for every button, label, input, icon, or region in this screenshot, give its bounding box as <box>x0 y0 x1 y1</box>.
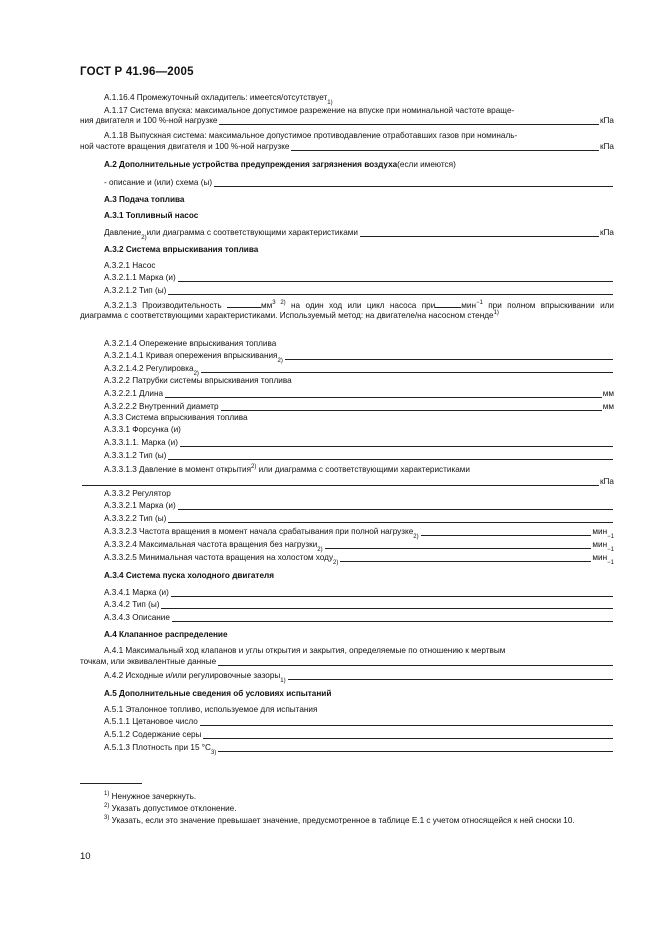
blank-field <box>180 439 613 447</box>
blank-field <box>201 365 613 373</box>
item-a3-1-pressure: Давление 2) или диаграмма с соответствующими характеристиками кПа <box>104 228 614 241</box>
item-a5-1-3: А.5.1.3 Плотность при 15 °С 3) <box>104 743 614 753</box>
item-a3-2-1-4-1: А.3.2.1.4.1 Кривая опережения впрыскивания 2) <box>104 351 614 361</box>
item-a2-description: - описание и (или) схема (ы) <box>104 178 614 188</box>
item-a3-2-2-1: А.3.2.2.1 Длина мм <box>104 389 614 398</box>
item-a1-17-cont: ния двигателя и 100 %-ной нагрузке кПа <box>80 116 614 125</box>
item-a3-3-2-4: А.3.3.2.4 Максимальная частота вращения без нагрузки 2) мин −1 <box>104 540 614 553</box>
item-a3-2-2-2: А.3.2.2.2 Внутренний диаметр мм <box>104 402 614 411</box>
blank-field <box>178 502 613 510</box>
page-number: 10 <box>80 851 91 862</box>
blank-field <box>203 731 613 739</box>
item-a1-17: А.1.17 Система впуска: максимальное допустимое разрежение на впуске при номинальной частоте враще- <box>104 106 515 115</box>
blank-field <box>161 601 613 609</box>
item-a3-3-2-1: А.3.3.2.1 Марка (и) <box>104 501 614 511</box>
item-a1-18: А.1.18 Выпускная система: максимальное допустимое противодавление отработавших газов при номиналь- <box>104 131 518 140</box>
blank-field <box>168 515 613 523</box>
item-a3-3-2-5: А.3.3.2.5 Минимальная частота вращения на холостом ходу 2) мин −1 <box>104 553 614 566</box>
blank-field <box>291 143 599 151</box>
item-a3-2-1: А.3.2.1 Насос <box>104 261 156 270</box>
blank-field <box>340 554 591 562</box>
blank-field <box>421 528 592 536</box>
item-a3-3-2: А.3.3.2 Регулятор <box>104 489 171 498</box>
section-a2-title: А.2 Дополнительные устройства предупреждения загрязнения воздуха (если имеются) <box>104 160 456 169</box>
footnote-3: $^{3)}$ Указать, если это значение превышает значение, предусмотренное в таблице Е.1 с учетом относящейся к ней сноски 10. <box>104 815 575 825</box>
item-a4-1-cont: точкам, или эквивалентные данные <box>80 657 614 667</box>
blank-field <box>221 403 602 411</box>
item-a3-3-1-1: А.3.3.1.1. Марка (и) <box>104 438 614 448</box>
item-a5-1-2: А.5.1.2 Содержание серы <box>104 730 614 740</box>
item-a4-1: А.4.1 Максимальный ход клапанов и углы открытия и закрытия, определяемые по отношению к мертвым <box>104 646 506 655</box>
blank-field <box>171 589 613 597</box>
blank-field <box>168 452 613 460</box>
blank-field <box>165 390 602 398</box>
section-a4-title: А.4 Клапанное распределение <box>104 630 228 639</box>
blank-field <box>218 744 613 752</box>
blank-field <box>82 478 599 486</box>
item-a3-3: А.3.3 Система впрыскивания топлива <box>104 413 248 422</box>
item-a3-3-2-3: А.3.3.2.3 Частота вращения в момент начала срабатывания при полной нагрузке 2) мин −1 <box>104 527 614 540</box>
item-a3-2-1-2: А.3.2.1.2 Тип (ы) <box>104 286 614 296</box>
item-a3-3-1-3-cont: кПа <box>80 477 614 487</box>
blank-field <box>168 287 613 295</box>
item-a3-3-1-3: А.3.3.1.3 Давление в момент открытия$^{2)}$ или диаграмма с соответствующими характеристиками <box>104 464 470 474</box>
item-a3-3-2-2: А.3.3.2.2 Тип (ы) <box>104 514 614 524</box>
item-a3-4-1: А.3.4.1 Марка (и) <box>104 588 614 598</box>
item-a3-3-1-2: А.3.3.1.2 Тип (ы) <box>104 451 614 461</box>
blank-field <box>360 229 599 237</box>
item-a3-3-1: А.3.3.1 Форсунка (и) <box>104 425 181 434</box>
footnote-separator <box>80 783 142 784</box>
section-a3-4-title: А.3.4 Система пуска холодного двигателя <box>104 571 274 580</box>
blank-field <box>325 541 592 549</box>
item-a1-16-4: А.1.16.4 Промежуточный охладитель: имеется/отсутствует 1) <box>104 93 333 106</box>
blank-field <box>218 658 613 666</box>
blank-field <box>200 718 613 726</box>
section-a3-title: А.3 Подача топлива <box>104 195 185 204</box>
item-a5-1: А.5.1 Эталонное топливо, используемое для испытания <box>104 705 318 714</box>
footnote-2: $^{2)}$ Указать допустимое отклонение. <box>104 803 237 813</box>
item-a3-2-1-3: А.3.2.1.3 Производительность $мм^{3 2)}$ на один ход или цикл насоса при мин$^{-1}$ при полном впрыскивании или диаграмма с соответствующими характеристиками. Используемый метод: на двигателе/на насосном стенде$^{1)}$ <box>80 300 614 320</box>
blank-field <box>214 179 613 187</box>
blank-field <box>172 614 613 622</box>
blank-field <box>178 274 613 282</box>
footnote-1: $^{1)}$ Ненужное зачеркнуть. <box>104 791 197 801</box>
section-a3-1-title: А.3.1 Топливный насос <box>104 211 199 220</box>
item-a3-4-3: А.3.4.3 Описание <box>104 613 614 623</box>
item-a4-2: А.4.2 Исходные и/или регулировочные зазоры 1) <box>104 671 614 681</box>
section-a3-2-title: А.3.2 Система впрыскивания топлива <box>104 245 259 254</box>
item-a1-18-cont: ной частоте вращения двигателя и 100 %-ной нагрузке кПа <box>80 142 614 151</box>
document-header: ГОСТ Р 41.96—2005 <box>80 66 194 78</box>
item-a3-2-1-4: А.3.2.1.4 Опережение впрыскивания топлива <box>104 339 277 348</box>
item-a3-2-1-1: А.3.2.1.1 Марка (и) <box>104 273 614 283</box>
item-a3-4-2: А.3.4.2 Тип (ы) <box>104 600 614 610</box>
blank-field <box>219 117 599 125</box>
section-a5-title: А.5 Дополнительные сведения об условиях испытаний <box>104 689 332 698</box>
item-a5-1-1: А.5.1.1 Цетановое число <box>104 717 614 727</box>
item-a3-2-2: А.3.2.2 Патрубки системы впрыскивания топлива <box>104 376 292 385</box>
blank-field <box>285 352 613 360</box>
blank-field <box>288 672 613 680</box>
item-a3-2-1-4-2: А.3.2.1.4.2 Регулировка 2) <box>104 364 614 374</box>
